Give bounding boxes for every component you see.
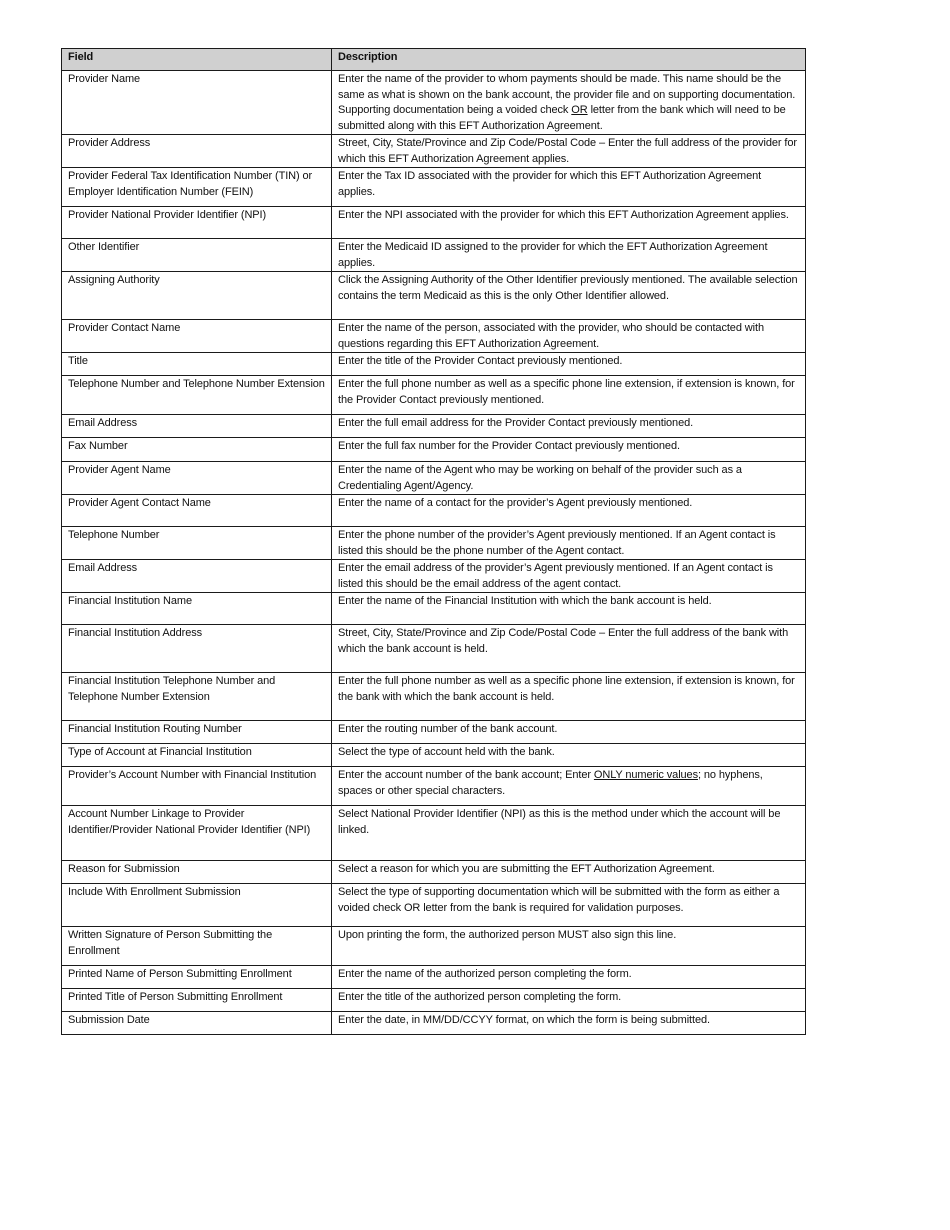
table-row [62,527,806,560]
field-cell: Include With Enrollment Submission [62,884,332,927]
description-cell: Enter the title of the authorized person completing the form. [332,989,806,1012]
table-row [62,884,806,927]
description-cell: Select National Provider Identifier (NPI) as this is the method under which the account will be linked. [332,806,806,861]
table-row [62,989,806,1012]
field-cell: Assigning Authority [62,272,332,320]
field-cell: Submission Date [62,1012,332,1035]
description-cell: Street, City, State/Province and Zip Code/Postal Code – Enter the full address of the bank with which the bank account is held. [332,625,806,673]
table-row [62,927,806,966]
field-cell: Other Identifier [62,239,332,272]
description-cell: Select the type of supporting documentation which will be submitted with the form as either a voided check OR letter from the bank is required for validation purposes. [332,884,806,927]
underlined-text: OR [571,104,588,116]
field-cell: Provider’s Account Number with Financial Institution [62,767,332,806]
underlined-text: ONLY numeric values [593,769,698,781]
field-cell: Telephone Number and Telephone Number Extension [62,376,332,415]
description-cell: Click the Assigning Authority of the Other Identifier previously mentioned. The available selection contains the term Medicaid as this is the only Other Identifier allowed. [332,272,806,320]
table-row [62,861,806,884]
field-cell: Printed Title of Person Submitting Enrollment [62,989,332,1012]
table-row [62,462,806,495]
table-row [62,744,806,767]
table-row [62,438,806,462]
table-row [62,625,806,673]
table-row [62,353,806,376]
description-cell: Enter the full fax number for the Provider Contact previously mentioned. [332,438,806,462]
table-row [62,272,806,320]
table-row [62,673,806,721]
table-row [62,593,806,625]
table-row [62,966,806,989]
table-row [62,721,806,744]
field-cell: Provider Agent Name [62,462,332,495]
description-cell: Select a reason for which you are submitting the EFT Authorization Agreement. [332,861,806,884]
field-cell: Fax Number [62,438,332,462]
field-description-table [61,48,806,1035]
field-cell: Provider National Provider Identifier (NPI) [62,207,332,239]
field-column-header: Field [62,49,332,71]
field-cell: Account Number Linkage to Provider Identifier/Provider National Provider Identifier (NPI) [62,806,332,861]
field-cell: Printed Name of Person Submitting Enrollment [62,966,332,989]
description-cell: Street, City, State/Province and Zip Code/Postal Code – Enter the full address of the provider for which this EFT Authorization Agreement applies. [332,135,806,168]
table-row [62,239,806,272]
table-row [62,495,806,527]
field-cell: Telephone Number [62,527,332,560]
description-cell: Enter the name of the person, associated with the provider, who should be contacted with questions regarding this EFT Authorization Agreement. [332,320,806,353]
description-cell: Upon printing the form, the authorized person MUST also sign this line. [332,927,806,966]
description-cell: Enter the name of a contact for the provider’s Agent previously mentioned. [332,495,806,527]
table-row [62,415,806,438]
description-cell: Enter the date, in MM/DD/CCYY format, on which the form is being submitted. [332,1012,806,1035]
table-row [62,376,806,415]
field-cell: Written Signature of Person Submitting the Enrollment [62,927,332,966]
field-cell: Email Address [62,560,332,593]
description-column-header: Description [332,49,806,71]
description-cell: Enter the name of the provider to whom payments should be made. This name should be the same as what is shown on the bank account, the provider file and on supporting documentation. Supporting documentation being a voided check OR letter from the bank which will need to be submitted along with this EFT Authorization Agreement. [332,71,806,135]
field-cell: Email Address [62,415,332,438]
description-cell: Enter the title of the Provider Contact previously mentioned. [332,353,806,376]
table-row [62,1012,806,1035]
field-cell: Financial Institution Telephone Number and Telephone Number Extension [62,673,332,721]
table-row [62,767,806,806]
description-cell: Enter the full phone number as well as a specific phone line extension, if extension is known, for the bank with which the bank account is held. [332,673,806,721]
description-cell: Enter the account number of the bank account; Enter ONLY numeric values; no hyphens, spaces or other special characters. [332,767,806,806]
description-cell: Enter the full phone number as well as a specific phone line extension, if extension is known, for the Provider Contact previously mentioned. [332,376,806,415]
table-row [62,71,806,135]
field-cell: Financial Institution Name [62,593,332,625]
table-header-row [62,49,806,71]
description-cell: Enter the NPI associated with the provider for which this EFT Authorization Agreement applies. [332,207,806,239]
field-cell: Provider Address [62,135,332,168]
description-cell: Enter the full email address for the Provider Contact previously mentioned. [332,415,806,438]
field-cell: Provider Federal Tax Identification Number (TIN) or Employer Identification Number (FEIN) [62,168,332,207]
description-cell: Enter the phone number of the provider’s Agent previously mentioned. If an Agent contact is listed this should be the phone number of the Agent contact. [332,527,806,560]
table-row [62,168,806,207]
description-cell: Enter the name of the Agent who may be working on behalf of the provider such as a Credentialing Agent/Agency. [332,462,806,495]
field-cell: Reason for Submission [62,861,332,884]
field-cell: Financial Institution Address [62,625,332,673]
description-cell: Enter the Medicaid ID assigned to the provider for which the EFT Authorization Agreement applies. [332,239,806,272]
field-cell: Title [62,353,332,376]
table-row [62,135,806,168]
description-cell: Enter the routing number of the bank account. [332,721,806,744]
description-cell: Select the type of account held with the bank. [332,744,806,767]
table-row [62,207,806,239]
field-cell: Provider Name [62,71,332,135]
description-cell: Enter the Tax ID associated with the provider for which this EFT Authorization Agreement applies. [332,168,806,207]
table-row [62,560,806,593]
description-cell: Enter the name of the authorized person completing the form. [332,966,806,989]
table-row [62,320,806,353]
field-cell: Financial Institution Routing Number [62,721,332,744]
description-cell: Enter the email address of the provider’s Agent previously mentioned. If an Agent contact is listed this should be the email address of the agent contact. [332,560,806,593]
table-row [62,806,806,861]
field-cell: Provider Contact Name [62,320,332,353]
field-cell: Type of Account at Financial Institution [62,744,332,767]
description-cell: Enter the name of the Financial Institution with which the bank account is held. [332,593,806,625]
field-cell: Provider Agent Contact Name [62,495,332,527]
